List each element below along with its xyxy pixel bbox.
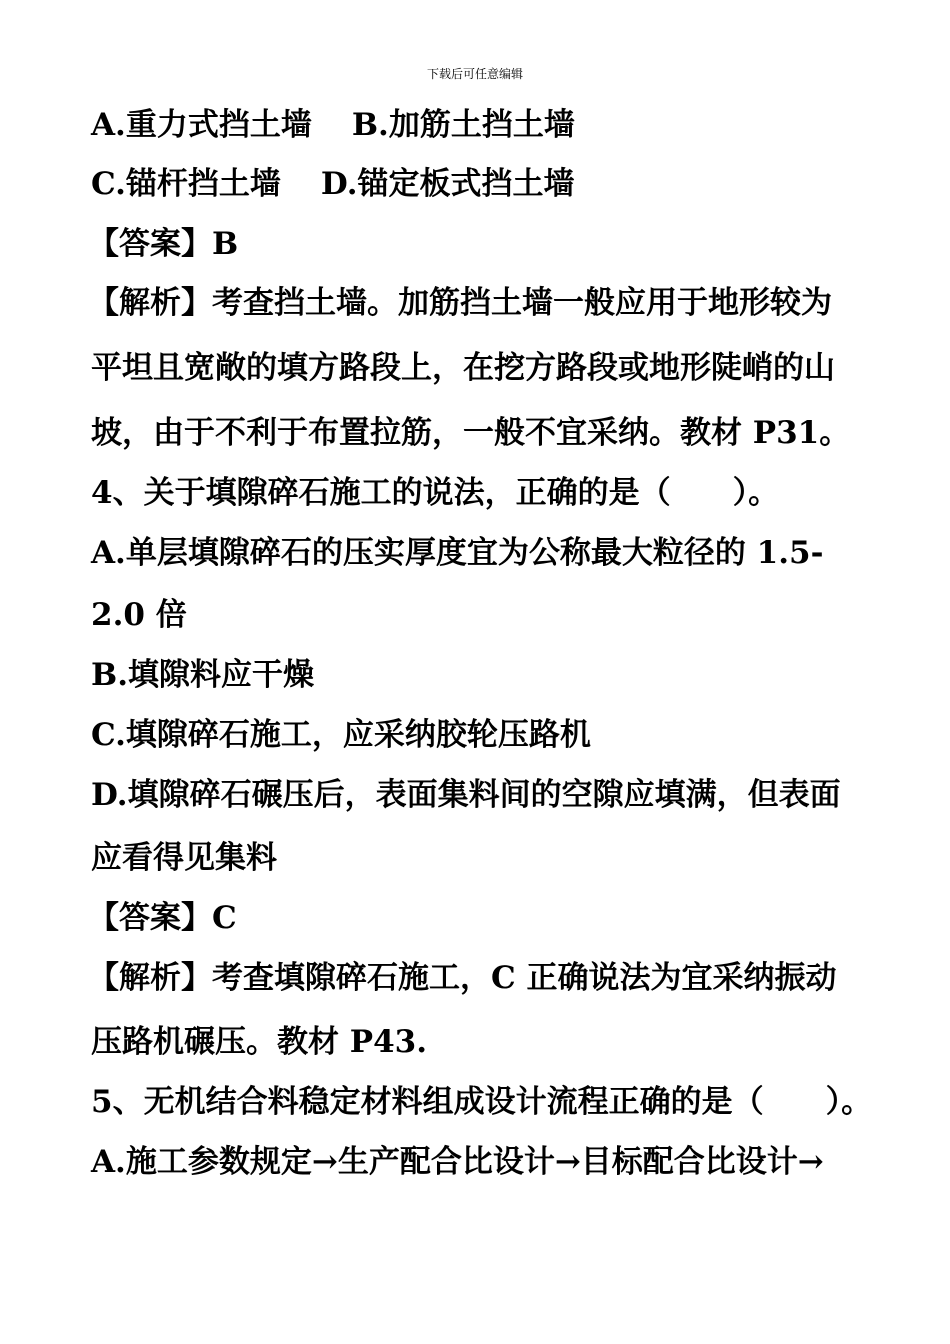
q5-option-a: A.施工参数规定→生产配合比设计→目标配合比设计→ xyxy=(91,1144,824,1180)
q3-option-b: B.加筋土挡土墙 xyxy=(351,107,575,143)
q3-options-cd xyxy=(91,164,575,204)
q3-option-c: C.锚杆挡土墙 xyxy=(91,166,281,202)
q4-option-d-line-1: D.填隙碎石碾压后，表面集料间的空隙应填满，但表面 xyxy=(91,777,841,813)
q4-answer: 【答案】C xyxy=(88,900,237,936)
q3-analysis-line-2: 平坦且宽敞的填方路段上，在挖方路段或地形陡峭的山 xyxy=(91,350,835,386)
q4-option-c: C.填隙碎石施工，应采纳胶轮压路机 xyxy=(91,717,591,753)
q5-stem: 5、无机结合料稳定材料组成设计流程正确的是（ ）。 xyxy=(91,1084,873,1120)
q4-option-d-line-2: 应看得见集料 xyxy=(91,840,277,876)
q4-option-a-line-1: A.单层填隙碎石的压实厚度宜为公称最大粒径的 1.5- xyxy=(91,535,824,571)
q3-analysis-line-3: 坡，由于不利于布置拉筋，一般不宜采纳。教材 P31。 xyxy=(91,415,851,451)
q4-option-a-line-2: 2.0 倍 xyxy=(91,597,187,633)
q3-options-ab xyxy=(91,105,575,145)
q4-option-b: B.填隙料应干燥 xyxy=(91,657,314,693)
q3-option-a: A.重力式挡土墙 xyxy=(91,107,312,143)
q3-option-d: D.锚定板式挡土墙 xyxy=(320,166,575,202)
q4-analysis-line-2: 压路机碾压。教材 P43. xyxy=(91,1024,428,1060)
q3-analysis-line-1: 【解析】考查挡土墙。加筋挡土墙一般应用于地形较为 xyxy=(88,285,832,321)
q4-analysis-line-1: 【解析】考查填隙碎石施工，C 正确说法为宜采纳振动 xyxy=(88,960,837,996)
q3-answer: 【答案】B xyxy=(88,226,239,262)
q4-stem: 4、关于填隙碎石施工的说法，正确的是（ ）。 xyxy=(91,475,780,511)
page-header: 下载后可任意编辑 xyxy=(426,67,523,81)
